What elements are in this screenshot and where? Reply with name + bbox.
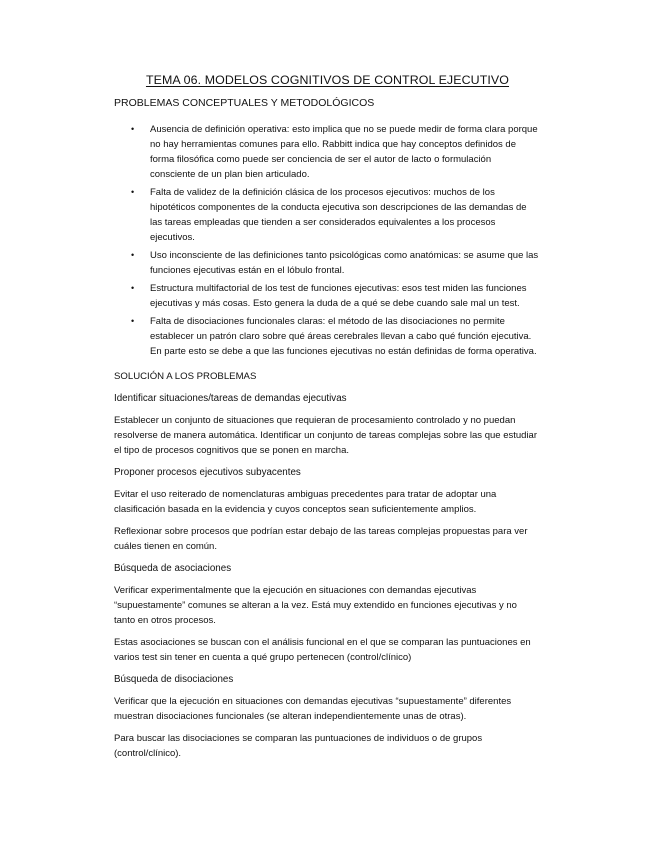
bullet-icon: • xyxy=(131,124,135,134)
paragraph: Estas asociaciones se buscan con el análisis funcional en el que se comparan las puntuaciones en varios test sin tener en cuenta a qué grupo pertenecen (control/clínico) xyxy=(114,637,531,663)
page-title: TEMA 06. MODELOS COGNITIVOS DE CONTROL EJECUTIVO xyxy=(145,73,510,87)
bullet-icon: • xyxy=(131,283,135,293)
bullet-icon: • xyxy=(131,187,135,197)
subheading-asociaciones: Búsqueda de asociaciones xyxy=(114,563,232,574)
paragraph: Para buscar las disociaciones se comparan las puntuaciones de individuos o de grupos (control/clínico). xyxy=(114,733,483,759)
document-body xyxy=(114,96,539,768)
subheading-proponer: Proponer procesos ejecutivos subyacentes xyxy=(114,467,301,478)
bullet-icon: • xyxy=(131,316,135,326)
list-item: • Ausencia de definición operativa: esto implica que no se puede medir de forma clara porque no hay herramientas comunes para ello. Rabbitt indica que hay conceptos definidos de forma filosófica como puede ser conciencia de ser el autor de lacto o formulación consciente de un plan bien articulado. xyxy=(131,124,538,180)
paragraph: Reflexionar sobre procesos que podrían estar debajo de las tareas complejas propuestas para ver cuáles tienen en común. xyxy=(114,526,528,552)
subheading-identificar: Identificar situaciones/tareas de demandas ejecutivas xyxy=(114,393,347,404)
list-item: • Falta de validez de la definición clásica de los procesos ejecutivos: muchos de los hipotéticos componentes de la conducta ejecutiva son descripciones de las demandas de las tareas empleadas que tienden a ser considerados equivalentes a los procesos ejecutivos. xyxy=(131,187,527,243)
paragraph: Verificar experimentalmente que la ejecución en situaciones con demandas ejecutivas “supuestamente” comunes se alteran a la vez. Está muy extendido en funciones ejecutivas y no tanto en otros procesos. xyxy=(114,585,517,626)
paragraph: Establecer un conjunto de situaciones que requieran de procesamiento controlado y no puedan resolverse de manera automática. Identificar un conjunto de tareas complejas sobre las que estudiar el tipo de procesos cognitivos que se ponen en marcha. xyxy=(114,415,537,456)
paragraph: Evitar el uso reiterado de nomenclaturas ambiguas precedentes para tratar de adoptar una clasificación basada en la evidencia y cuyos conceptos sean suficientemente amplios. xyxy=(114,489,497,515)
section-heading-problemas: PROBLEMAS CONCEPTUALES Y METODOLÓGICOS xyxy=(114,97,375,109)
list-item: • Falta de disociaciones funcionales claras: el método de las disociaciones no permite establecer un patrón claro sobre qué áreas cerebrales llevan a cabo qué función ejecutiva. En parte esto se debe a que las funciones ejecutivas no están definidas de forma operativa. xyxy=(131,316,537,357)
section-heading-solucion: SOLUCIÓN A LOS PROBLEMAS xyxy=(114,371,257,382)
paragraph: Verificar que la ejecución en situaciones con demandas ejecutivas “supuestamente” diferentes muestran disociaciones funcionales (se alteran independientemente unas de otras). xyxy=(114,696,512,722)
problems-list xyxy=(114,122,539,359)
list-item: • Uso inconsciente de las definiciones tanto psicológicas como anatómicas: se asume que las funciones ejecutivas están en el lóbulo frontal. xyxy=(131,250,539,276)
bullet-icon: • xyxy=(131,250,135,260)
list-item: • Estructura multifactorial de los test de funciones ejecutivas: esos test miden las funciones ejecutivas y más cosas. Esto genera la duda de a qué se debe cuando sale mal un test. xyxy=(131,283,527,309)
subheading-disociaciones: Búsqueda de disociaciones xyxy=(114,674,234,685)
